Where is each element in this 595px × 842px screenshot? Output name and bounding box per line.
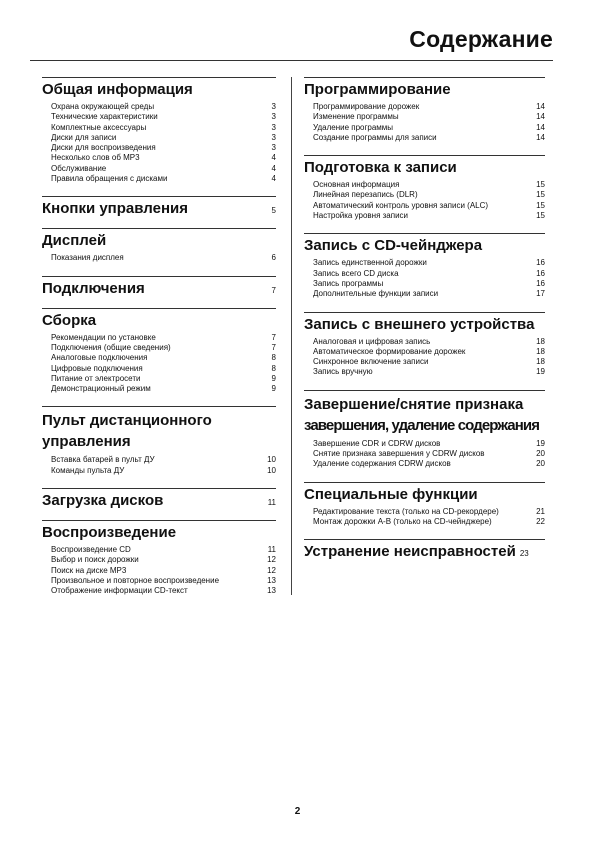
toc-entry-page: 3 [271, 122, 276, 132]
toc-section-finalize [304, 390, 545, 470]
toc-entry-page: 14 [536, 132, 545, 142]
toc-section-loading-discs [42, 488, 276, 510]
toc-left-column [42, 77, 276, 597]
toc-section-display [42, 228, 276, 263]
toc-entry-label: Диски для записи [51, 132, 117, 142]
toc-entry-page: 13 [267, 575, 276, 585]
toc-entry-label: Выбор и поиск дорожки [51, 555, 139, 565]
toc-entry-page: 3 [271, 112, 276, 122]
toc-entry-page: 14 [536, 102, 545, 111]
section-header [304, 233, 545, 255]
section-header [42, 276, 276, 298]
toc-entry[interactable] [313, 279, 545, 289]
toc-entry-label: Удаление содержания CDRW дисков [313, 459, 451, 469]
section-items [304, 180, 545, 221]
section-page: 5 [271, 206, 276, 216]
toc-entry[interactable] [51, 455, 276, 465]
toc-entry[interactable] [313, 517, 545, 527]
section-header [42, 196, 276, 218]
toc-entry[interactable] [51, 374, 276, 384]
toc-entry-label: Питание от электросети [51, 373, 141, 383]
toc-entry-page: 16 [536, 268, 545, 278]
toc-entry-page: 14 [536, 112, 545, 122]
toc-entry-page: 15 [536, 190, 545, 200]
toc-entry-page: 10 [267, 465, 276, 475]
toc-entry-page: 13 [267, 586, 276, 596]
toc-entry[interactable] [313, 112, 545, 122]
toc-entry-page: 4 [271, 163, 276, 173]
toc-entry-label: Несколько слов об MP3 [51, 153, 140, 163]
toc-section-special-functions [304, 482, 545, 528]
section-title[interactable]: Загрузка дисков [42, 492, 164, 510]
toc-entry-label: Автоматическое формирование дорожек [313, 346, 466, 356]
toc-entry[interactable] [313, 133, 545, 143]
toc-entry-label: Цифровые подключения [51, 363, 143, 373]
section-items [304, 337, 545, 378]
toc-entry-page: 18 [536, 346, 545, 356]
toc-entry-page: 22 [536, 516, 545, 526]
toc-entry-page: 12 [267, 555, 276, 565]
toc-entry[interactable] [313, 449, 545, 459]
section-page: 23 [519, 549, 529, 559]
toc-entry-page: 3 [271, 143, 276, 153]
section-header [304, 312, 545, 334]
toc-section-external-recording [304, 312, 545, 378]
section-items [42, 545, 276, 596]
section-header [42, 308, 276, 330]
toc-entry[interactable] [313, 337, 545, 347]
page-number: 2 [294, 806, 301, 817]
section-items [304, 102, 545, 143]
toc-entry[interactable] [51, 343, 276, 353]
toc-entry[interactable] [51, 174, 276, 184]
toc-entry[interactable] [313, 507, 545, 517]
toc-entry-label: Поиск на диске MP3 [51, 565, 127, 575]
toc-entry-page: 7 [271, 332, 276, 342]
toc-entry[interactable] [313, 102, 545, 112]
toc-entry-label: Технические характеристики [51, 112, 158, 122]
toc-entry[interactable] [51, 102, 276, 112]
section-header [304, 390, 545, 436]
toc-section-troubleshooting [304, 539, 545, 561]
section-title-line-1[interactable]: Пульт дистанционного [42, 412, 212, 430]
toc-entry-label: Создание программы для записи [313, 132, 437, 142]
toc-entry[interactable] [313, 289, 545, 299]
toc-entry-page: 18 [536, 336, 545, 346]
section-header [42, 77, 276, 99]
section-title[interactable]: Запись с CD-чейнджера [304, 237, 483, 255]
toc-entry-label: Воспроизведение CD [51, 545, 131, 555]
section-header [42, 488, 276, 510]
toc-entry-page: 7 [271, 342, 276, 352]
toc-entry-page: 15 [536, 200, 545, 210]
toc-entry-page: 19 [536, 438, 545, 448]
section-header [304, 539, 545, 561]
toc-section-assembly [42, 308, 276, 395]
toc-entry[interactable] [51, 545, 276, 555]
toc-entry-page: 17 [536, 289, 545, 299]
toc-entry-page: 3 [271, 102, 276, 111]
toc-entry-label: Правила обращения с дисками [51, 174, 168, 184]
toc-entry[interactable] [51, 586, 276, 596]
toc-entry-label: Диски для воспроизведения [51, 143, 156, 153]
toc-entry[interactable] [313, 180, 545, 190]
toc-entry-label: Автоматический контроль уровня записи (ALC) [313, 200, 489, 210]
section-items [42, 333, 276, 395]
section-title[interactable]: Устранение неисправностей [304, 543, 516, 561]
toc-section-recording-prep [304, 155, 545, 221]
toc-entry-label: Запись программы [313, 278, 384, 288]
toc-entry-page: 10 [267, 455, 276, 465]
toc-entry-page: 9 [271, 384, 276, 394]
toc-entry[interactable] [51, 143, 276, 153]
toc-entry[interactable] [313, 201, 545, 211]
toc-entry[interactable] [51, 123, 276, 133]
toc-section-controls [42, 196, 276, 218]
toc-entry-label: Дополнительные функции записи [313, 289, 439, 299]
toc-entry[interactable] [51, 364, 276, 374]
toc-entry-page: 20 [536, 459, 545, 469]
section-header [42, 406, 276, 452]
toc-entry-page: 16 [536, 278, 545, 288]
toc-entry-page: 6 [271, 253, 276, 263]
toc-entry-page: 11 [267, 545, 276, 555]
header [30, 20, 553, 61]
toc-entry-label: Завершение CDR и CDRW дисков [313, 438, 441, 448]
toc-entry[interactable] [51, 164, 276, 174]
section-items [304, 258, 545, 299]
toc-entry-page: 3 [271, 132, 276, 142]
section-page: 7 [271, 285, 276, 295]
toc-entry[interactable] [51, 153, 276, 163]
toc-entry-label: Демонстрационный режим [51, 384, 151, 394]
toc-entry[interactable] [51, 384, 276, 394]
section-page: 11 [267, 498, 276, 508]
section-title-line-1[interactable]: Завершение/снятие признака [304, 395, 524, 413]
toc-entry[interactable] [51, 253, 276, 263]
toc-entry[interactable] [313, 347, 545, 357]
toc-entry-page: 19 [536, 367, 545, 377]
toc-entry-label: Основная информация [313, 180, 400, 190]
toc-entry-page: 8 [271, 353, 276, 363]
toc-entry-label: Программирование дорожек [313, 102, 420, 111]
section-title-line-2[interactable]: завершения, удаление содержания [304, 416, 540, 434]
column-divider [291, 77, 292, 595]
toc-entry-label: Настройка уровня записи [313, 211, 409, 221]
toc-entry-page: 18 [536, 357, 545, 367]
section-items [42, 102, 276, 184]
section-title-line-2[interactable]: управления [42, 433, 131, 451]
toc-entry[interactable] [51, 112, 276, 122]
toc-entry-page: 4 [271, 153, 276, 163]
section-title[interactable]: Общая информация [42, 81, 193, 98]
section-title[interactable]: Подключения [42, 279, 145, 297]
section-header [304, 155, 545, 177]
toc-entry-label: Редактирование текста (только на CD-рекордере) [313, 506, 499, 516]
toc-entry-label: Монтаж дорожки A-B (только на CD-чейнджере) [313, 516, 492, 526]
toc-entry[interactable] [313, 258, 545, 268]
toc-entry-label: Отображение информации CD-текст [51, 586, 188, 596]
toc-section-cd-changer-recording [304, 233, 545, 299]
toc-section-connections [42, 276, 276, 298]
toc-entry[interactable] [51, 576, 276, 586]
toc-entry-label: Показания дисплея [51, 253, 124, 263]
toc-entry-label: Изменение программы [313, 112, 399, 122]
toc-entry-label: Запись единственной дорожки [313, 258, 427, 268]
toc-entry-page: 9 [271, 373, 276, 383]
toc-entry[interactable] [51, 566, 276, 576]
toc-entry[interactable] [51, 466, 276, 476]
toc-entry-label: Запись вручную [313, 367, 373, 377]
toc-section-remote-control [42, 406, 276, 476]
section-header [42, 228, 276, 250]
toc-entry-label: Обслуживание [51, 163, 107, 173]
toc-entry-page: 4 [271, 174, 276, 184]
toc-entry[interactable] [51, 333, 276, 343]
section-title[interactable]: Сборка [42, 311, 97, 329]
toc-entry[interactable] [313, 211, 545, 221]
toc-entry-label: Снятие признака завершения у CDRW дисков [313, 449, 485, 459]
toc-entry-page: 16 [536, 258, 545, 268]
toc-entry[interactable] [313, 190, 545, 200]
section-items [42, 253, 276, 263]
toc-entry-label: Охрана окружающей среды [51, 102, 155, 111]
toc-entry-page: 15 [536, 180, 545, 190]
toc-entry[interactable] [313, 439, 545, 449]
toc-entry-page: 8 [271, 363, 276, 373]
toc-entry-label: Произвольное и повторное воспроизведение [51, 575, 220, 585]
section-items [304, 507, 545, 528]
toc-entry[interactable] [51, 555, 276, 565]
toc-section-playback [42, 520, 276, 596]
toc-entry-page: 12 [267, 565, 276, 575]
toc-entry[interactable] [313, 367, 545, 377]
section-title[interactable]: Программирование [304, 81, 451, 98]
toc-section-general-info [42, 77, 276, 184]
section-title[interactable]: Дисплей [42, 232, 107, 250]
toc-entry[interactable] [313, 357, 545, 367]
section-items [304, 439, 545, 470]
toc-entry[interactable] [51, 353, 276, 363]
toc-entry-page: 21 [536, 506, 545, 516]
toc-entry-label: Аналоговая и цифровая запись [313, 336, 431, 346]
section-title[interactable]: Запись с внешнего устройства [304, 315, 535, 333]
toc-entry-label: Подключения (общие сведения) [51, 342, 171, 352]
toc-entry-label: Синхронное включение записи [313, 357, 429, 367]
section-items [42, 455, 276, 476]
toc-entry-label: Аналоговые подключения [51, 353, 148, 363]
section-header [304, 482, 545, 504]
section-title[interactable]: Кнопки управления [42, 200, 188, 218]
toc-entry-page: 15 [536, 211, 545, 221]
toc-entry[interactable] [51, 133, 276, 143]
section-title[interactable]: Воспроизведение [42, 524, 177, 542]
toc-entry-page: 14 [536, 122, 545, 132]
toc-entry-label: Удаление программы [313, 122, 394, 132]
toc-entry-label: Комплектные аксессуары [51, 122, 147, 132]
toc-entry-label: Команды пульта ДУ [51, 465, 125, 475]
toc-entry[interactable] [313, 269, 545, 279]
page-title: Содержание [409, 26, 553, 52]
toc-entry[interactable] [313, 459, 545, 469]
section-title[interactable]: Подготовка к записи [304, 159, 457, 177]
section-title[interactable]: Специальные функции [304, 485, 478, 503]
toc-section-programming [304, 77, 545, 143]
toc-right-column [304, 77, 545, 564]
toc-entry[interactable] [313, 123, 545, 133]
section-header [42, 520, 276, 542]
section-header [304, 77, 545, 99]
toc-entry-label: Линейная перезапись (DLR) [313, 190, 418, 200]
toc-entry-label: Запись всего CD диска [313, 268, 399, 278]
toc-entry-label: Рекомендации по установке [51, 332, 156, 342]
toc-entry-label: Вставка батарей в пульт ДУ [51, 455, 155, 465]
toc-entry-page: 20 [536, 449, 545, 459]
